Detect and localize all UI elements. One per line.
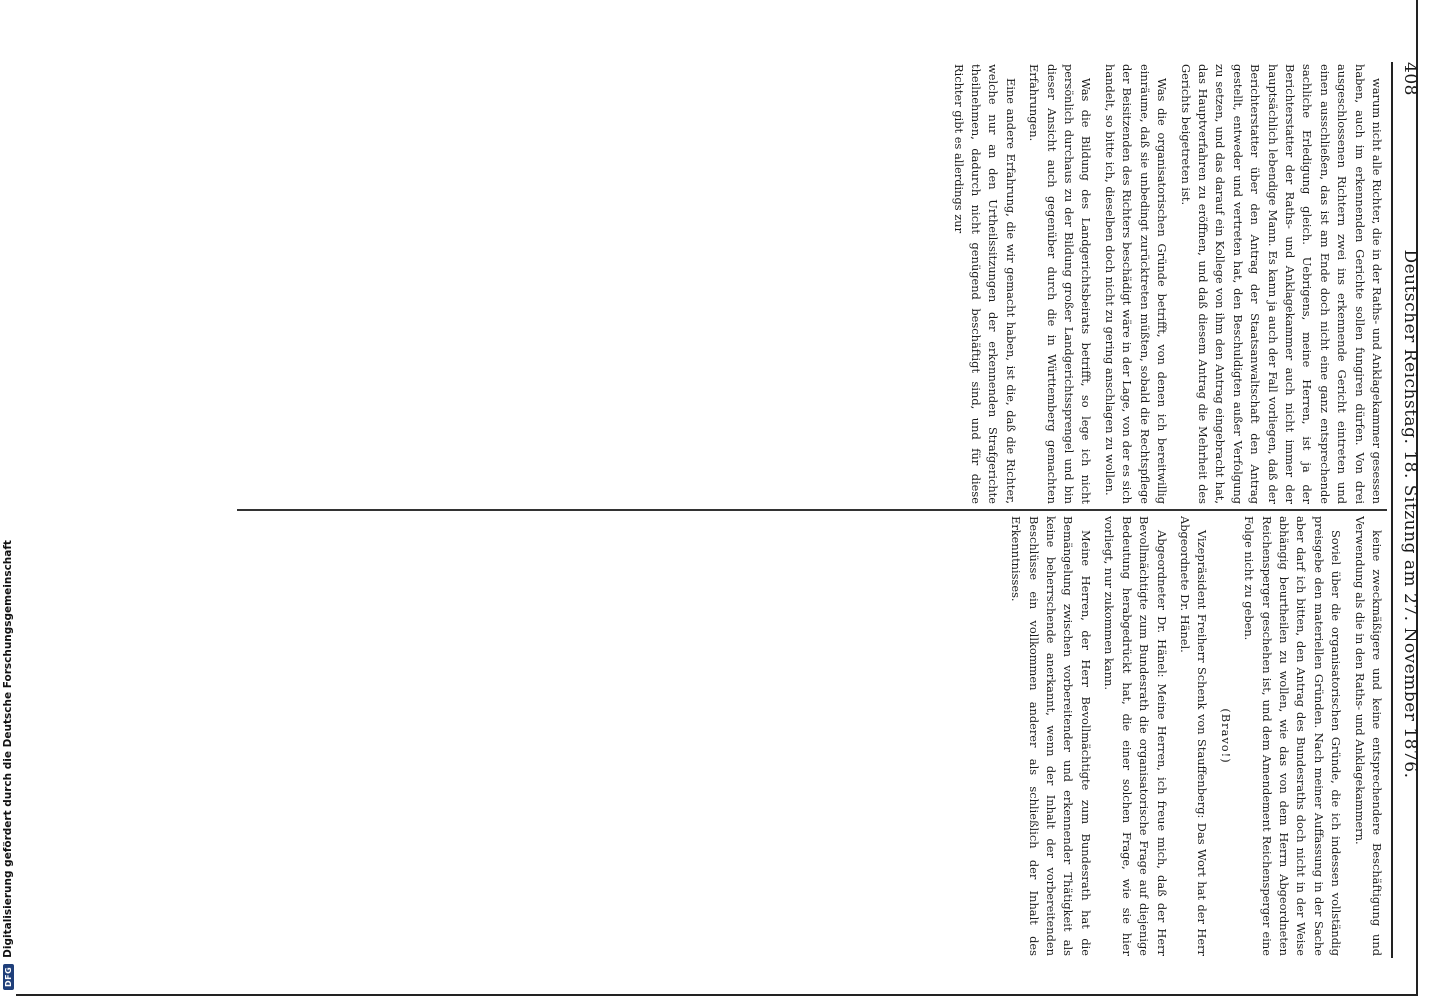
page-header <box>1397 62 1423 962</box>
paragraph: Was die Bildung des Landgerichtsbeirats betrifft, so lege ich nicht persönlich durchaus zu der Bildung großer Landgerichtssprengel und bin dieser Ansicht auch gegenüber durch die in Württemberg gemachten Erfahrungen. <box>1027 64 1094 504</box>
paragraph: Was die organisatorischen Gründe betrifft, von denen ich bereitwillig einräume, daß sie unbedingt zurücktreten müßten, sobald die Rechtspflege der Beisitzenden des Richters beschädigt wäre in der Lage, von der es sich handelt, so bitte ich, dieselben doch nicht zu gering anschlagen zu wollen. <box>1102 64 1170 504</box>
running-title: Deutscher Reichstag. 18. Sitzung am 27. November 1876. <box>1400 249 1420 779</box>
funding-text: Digitalisierung gefördert durch die Deutsche Forschungsgemeinschaft <box>2 540 14 958</box>
text-column-left <box>235 64 1385 504</box>
page-number: 408 <box>1400 62 1420 96</box>
rotated-page-content <box>131 0 1431 1000</box>
funding-note <box>2 540 14 990</box>
paragraph: Meine Herren, der Herr Bevollmächtigte zum Bundesrath hat die Bemängelung zwischen vorbereitender und erkennender Thätigkeit als keine beherrschende anerkannt, wenn der Inhalt der vorbereitenden Beschlüsse ein vollkommen anderer als schließlich der Inhalt des Erkenntnisses. <box>1009 516 1093 956</box>
header-rule <box>1391 62 1393 958</box>
paragraph: Soviel über die organisatorischen Gründe, die ich indessen vollständig preisgebe den materiellen Gründen. Nach meiner Auffassung in der Sache aber darf ich bitten, den Antrag des Bundesraths doch nicht in der Weise abhängig beurtheilen zu wollen, wie das von dem Herrn Abgeordneten Reichensperger geschehen ist, und dem Amendement Reichensperger eine Folge nicht zu geben. <box>1242 516 1344 956</box>
paragraph: Eine andere Erfahrung, die wir gemacht haben, ist die, daß die Richter, welche nur an den Urtheilssitzungen der erkennenden Strafgerichte theilnehmen, dadurch nicht genügend beschäftigt sind, und für diese Richter gibt es allerdings zur <box>951 64 1018 504</box>
paragraph: keine zweckmäßigere und keine entsprechendere Beschäftigung und Verwendung als die in den Raths- und Anklagekammern. <box>1352 516 1384 956</box>
applause-note: (Bravo!) <box>1218 708 1233 764</box>
funding-sidebar <box>0 0 16 1000</box>
paragraph: warum nicht alle Richter, die in der Raths- und Anklagekammer gesessen haben, auch im erkennenden Gerichte sollen fungiren dürfen. Von drei ausgeschlossenen Richtern zwei ins erkennende Gericht eintreten und einen ausschließen, das ist am Ende doch nicht eine ganz entsprechende sachliche Erledigung gleich. Uebrigens, meine Herren, ist ja der Berichterstatter der Raths- und Anklagekammer auch nicht immer der hauptsächlich lebendige Mann. Es kann ja auch der Fall vorliegen, daß der Berichterstatter über den Antrag der Staatsanwaltschaft den Antrag gestellt, entweder und vertreten hat, den Beschuldigten außer Verfolgung zu setzen, und das darauf ein Kollege von ihm den Antrag eingebracht hat, das Hauptverfahren zu eröffnen, und daß diesem Antrag die Mehrheit des Gerichts beigetreten ist. <box>1178 64 1384 504</box>
dfg-logo: DFG <box>3 964 14 990</box>
scanned-page <box>16 0 1432 1000</box>
paragraph: Abgeordneter Dr. Hänel: Meine Herren, ich freue mich, daß der Herr Bevollmächtigte zum Bundesrath die organisatorische Frage auf diejenige Bedeutung herabgedrückt hat, die einer solchen Frage, wie sie hier vorliegt, nur zukommen kann. <box>1102 516 1169 956</box>
text-column-right <box>235 516 1385 956</box>
paragraph: Vizepräsident Freiherr Schenk von Stauffenberg: Das Wort hat der Herr Abgeordnete Dr. Hänel. <box>1177 516 1210 956</box>
column-divider <box>237 509 1387 511</box>
